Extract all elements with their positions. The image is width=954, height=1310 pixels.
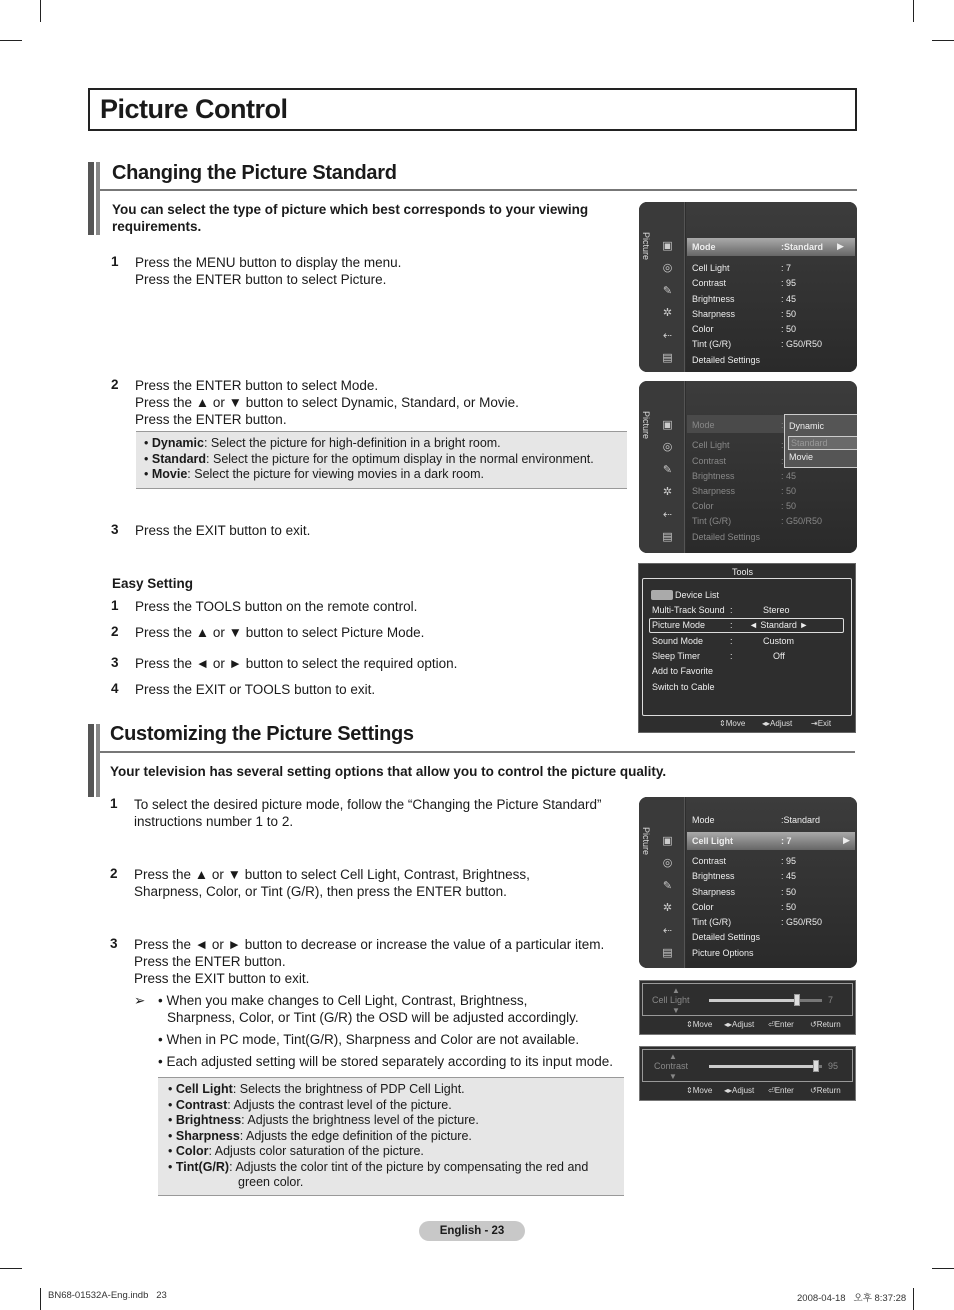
menu-value: : 45 [781, 871, 797, 881]
menu-value: : [781, 440, 784, 450]
section-bar [88, 162, 94, 235]
step-number: 3 [111, 655, 119, 670]
menu-tab-label: Picture [641, 232, 651, 261]
menu-value: : 45 [781, 294, 797, 304]
tools-sep: : [730, 651, 733, 661]
menu-value: :Standard [781, 815, 821, 825]
menu-item[interactable]: Detailed Settings [692, 355, 761, 365]
note-box: • Dynamic: Select the picture for high-definition in a bright room. • Standard: Select the picture for the optimum display in the normal environment. • Movie: Select the picture for viewing movies in a dark room. [136, 431, 627, 489]
menu-value: : 95 [781, 856, 797, 866]
menu-value: : 50 [781, 324, 797, 334]
tools-title: Tools [732, 567, 754, 577]
menu-item[interactable]: Picture Options [692, 948, 754, 958]
tv-menu-screenshot [639, 202, 857, 372]
setup-icon: ✲ [662, 307, 673, 319]
page-title: Picture Control [100, 94, 288, 124]
slider-knob[interactable] [794, 994, 800, 1006]
setup-icon: ✲ [662, 486, 673, 498]
step-text: Press the ENTER button to select Mode. Press the ▲ or ▼ button to select Dynamic, Standard, or Movie. Press the ENTER button. [135, 378, 519, 427]
menu-item[interactable]: Tint (G/R) [692, 339, 732, 349]
tip-text: • Each adjusted setting will be stored separately according to its input mode. [158, 1054, 613, 1069]
slider-label: Contrast [654, 1061, 689, 1071]
menu-value: : 7 [781, 836, 792, 846]
slider-fill [709, 999, 797, 1002]
menu-value: : 50 [781, 309, 797, 319]
menu-item[interactable]: Brightness [692, 871, 735, 881]
menu-value: : 50 [781, 887, 797, 897]
menu-value: : 50 [781, 486, 797, 496]
crop-mark [932, 40, 954, 41]
section-intro: You can select the type of picture which best corresponds to your viewing requirements. [112, 202, 589, 234]
menu-value: : G50/R50 [781, 339, 823, 349]
popup-option-standard[interactable]: Standard [788, 436, 857, 450]
step-number: 2 [111, 377, 119, 392]
menu-item[interactable]: Mode [692, 815, 715, 825]
tools-item[interactable]: Add to Favorite [652, 666, 714, 676]
step-number: 3 [110, 936, 118, 951]
tools-sep: : [730, 605, 733, 615]
step-text: To select the desired picture mode, follow the “Changing the Picture Standard” instructions number 1 to 2. [134, 797, 602, 829]
move-hint: ⇕Move [719, 719, 746, 728]
step-text: Press the EXIT or TOOLS button to exit. [135, 682, 376, 697]
menu-tab-label: Picture [641, 827, 651, 856]
slider-knob[interactable] [813, 1060, 819, 1072]
slider-value: 7 [828, 995, 834, 1005]
menu-value: :Standard [781, 242, 824, 252]
crop-mark [932, 1268, 954, 1269]
arrow-right-icon: ▶ [843, 835, 850, 845]
section-title: Changing the Picture Standard [112, 162, 397, 184]
picture-icon: ▣ [662, 419, 673, 431]
step-number: 1 [111, 598, 119, 613]
step-text: Press the ▲ or ▼ button to select Picture Mode. [135, 625, 425, 640]
crop-mark [40, 0, 41, 22]
tools-sep: : [730, 636, 733, 646]
crop-mark [0, 1268, 22, 1269]
slider-label: Cell Light [652, 995, 690, 1005]
menu-item[interactable]: Mode [692, 420, 715, 430]
menu-item[interactable]: Color [692, 501, 714, 511]
channel-icon: ✎ [662, 880, 673, 892]
step-number: 2 [110, 866, 118, 881]
crop-mark [0, 40, 22, 41]
contrast-slider-panel [639, 1046, 856, 1101]
menu-value: : 45 [781, 471, 797, 481]
tools-item[interactable]: Multi-Track Sound [652, 605, 725, 615]
adjust-hint: ◂▸Adjust [724, 1020, 755, 1029]
section-intro: Your television has several setting options that allow you to control the picture quality. [110, 764, 667, 779]
menu-item[interactable]: Cell Light [692, 440, 730, 450]
menu-item[interactable]: Tint (G/R) [692, 917, 732, 927]
menu-item[interactable]: Color [692, 902, 714, 912]
slider-value: 95 [828, 1061, 839, 1071]
enter-hint: ⏎Enter [768, 1020, 794, 1029]
menu-item[interactable]: Tint (G/R) [692, 516, 732, 526]
menu-item[interactable]: Contrast [692, 278, 727, 288]
menu-item[interactable]: Mode [692, 242, 716, 252]
tools-sep: : [730, 620, 733, 630]
menu-item[interactable]: Brightness [692, 294, 735, 304]
cell-light-slider-panel [639, 980, 856, 1035]
tools-value: Custom [763, 636, 795, 646]
tip-text: • When in PC mode, Tint(G/R), Sharpness and Color are not available. [158, 1032, 580, 1047]
easy-setting-title: Easy Setting [112, 576, 194, 591]
menu-value: : G50/R50 [781, 516, 823, 526]
section-divider [100, 751, 855, 753]
tools-menu-screenshot [638, 563, 856, 733]
crop-mark [913, 1288, 914, 1310]
step-text: Press the ◄ or ► button to decrease or increase the value of a particular item. Press the ENTER button. Press the EXIT button to exit. [134, 937, 605, 986]
sound-icon: ◎ [662, 441, 673, 453]
menu-tab-label: Picture [641, 411, 651, 440]
page-title-box [88, 88, 857, 131]
note-arrow-icon: ➢ [134, 993, 146, 1008]
menu-value: : G50/R50 [781, 917, 823, 927]
step-text: Press the ◄ or ► button to select the required option. [135, 656, 458, 671]
tools-item[interactable]: Picture Mode [652, 620, 706, 630]
page-number-badge: English - 23 [419, 1221, 525, 1241]
application-icon: ▤ [662, 531, 673, 543]
picture-icon: ▣ [662, 835, 673, 847]
menu-value: : 95 [781, 278, 797, 288]
tools-item[interactable]: Sleep Timer [652, 651, 701, 661]
print-date-info: 2008-04-18 오후 8:37:28 [797, 1293, 907, 1304]
step-text: Press the TOOLS button on the remote control. [135, 599, 418, 614]
menu-item[interactable]: Detailed Settings [692, 932, 761, 942]
step-number: 4 [111, 681, 119, 696]
arrow-down-icon: ▼ [669, 1072, 677, 1081]
menu-item[interactable]: Cell Light [692, 836, 733, 846]
return-hint: ↺Return [810, 1086, 841, 1095]
menu-value: : 50 [781, 902, 797, 912]
tools-item[interactable]: Sound Mode [652, 636, 704, 646]
tools-item[interactable]: Device List [675, 590, 720, 600]
anynet-logo [651, 590, 673, 600]
section-title: Customizing the Picture Settings [110, 723, 414, 745]
popup-option-movie[interactable]: Movie [789, 452, 814, 462]
crop-mark [913, 0, 914, 22]
step-number: 1 [111, 254, 119, 269]
tools-value: Stereo [763, 605, 790, 615]
step-number: 1 [110, 796, 118, 811]
note-box: • Cell Light: Selects the brightness of PDP Cell Light. • Contrast: Adjusts the contrast level of the picture. • Brightness: Adjusts the brightness level of the picture. • Sharpness: Adjusts the edge definition of the picture. • Color: Adjusts color saturation of the picture. • Tint(G/R): Adjusts the color tint of the picture by compensating the red and green color. [158, 1077, 624, 1196]
menu-item[interactable]: Contrast [692, 456, 727, 466]
mode-popup [784, 414, 857, 468]
slider-fill [709, 1065, 816, 1068]
exit-hint: ⇥Exit [811, 719, 832, 728]
setup-icon: ✲ [662, 902, 673, 914]
tools-value: Off [773, 651, 785, 661]
print-file-info: BN68-01532A-Eng.indb 23 [48, 1290, 167, 1301]
input-icon: ⇠ [662, 330, 673, 342]
popup-option-dynamic[interactable]: Dynamic [789, 421, 825, 431]
step-text: Press the MENU button to display the menu. Press the ENTER button to select Picture. [135, 255, 402, 287]
section-bar [96, 162, 100, 235]
step-text: Press the EXIT button to exit. [135, 523, 311, 538]
menu-item[interactable]: Cell Light [692, 263, 730, 273]
channel-icon: ✎ [662, 285, 673, 297]
sound-icon: ◎ [662, 857, 673, 869]
tv-menu-screenshot [639, 381, 857, 553]
input-icon: ⇠ [662, 925, 673, 937]
menu-value: : [781, 456, 784, 466]
menu-item[interactable]: Sharpness [692, 309, 736, 319]
application-icon: ▤ [662, 352, 673, 364]
arrow-up-icon: ▲ [669, 1052, 677, 1061]
tools-item[interactable]: Switch to Cable [652, 682, 715, 692]
move-hint: ⇕Move [686, 1020, 713, 1029]
picture-icon: ▣ [662, 240, 673, 252]
arrow-up-icon: ▲ [672, 986, 680, 995]
step-number: 3 [111, 522, 119, 537]
enter-hint: ⏎Enter [768, 1086, 794, 1095]
crop-mark [40, 1288, 41, 1310]
menu-item[interactable]: Sharpness [692, 887, 736, 897]
arrow-right-icon: ▶ [837, 241, 844, 251]
menu-item[interactable]: Sharpness [692, 486, 736, 496]
menu-item[interactable]: Contrast [692, 856, 727, 866]
tip-text: • When you make changes to Cell Light, Contrast, Brightness, [158, 993, 528, 1008]
menu-item[interactable]: Color [692, 324, 714, 334]
menu-value: : 50 [781, 501, 797, 511]
menu-item[interactable]: Detailed Settings [692, 532, 761, 542]
adjust-hint: ◂▸Adjust [724, 1086, 755, 1095]
menu-value: : [781, 420, 784, 430]
channel-icon: ✎ [662, 464, 673, 476]
sound-icon: ◎ [662, 262, 673, 274]
adjust-hint: ◂▸Adjust [762, 719, 793, 728]
section-divider [100, 189, 857, 191]
move-hint: ⇕Move [686, 1086, 713, 1095]
menu-value: : 7 [781, 263, 792, 273]
return-hint: ↺Return [810, 1020, 841, 1029]
step-text: Press the ▲ or ▼ button to select Cell Light, Contrast, Brightness, Sharpness, Color, or Tint (G/R), then press the ENTER button. [134, 867, 530, 899]
tip-text: Sharpness, Color, or Tint (G/R) the OSD will be adjusted accordingly. [167, 1010, 579, 1025]
arrow-down-icon: ▼ [672, 1006, 680, 1015]
section-bar [88, 724, 94, 797]
menu-item[interactable]: Brightness [692, 471, 735, 481]
section-bar [96, 724, 100, 797]
step-number: 2 [111, 624, 119, 639]
tools-value[interactable]: ◄ Standard ► [749, 620, 809, 630]
tv-menu-screenshot [639, 797, 857, 968]
input-icon: ⇠ [662, 509, 673, 521]
application-icon: ▤ [662, 947, 673, 959]
